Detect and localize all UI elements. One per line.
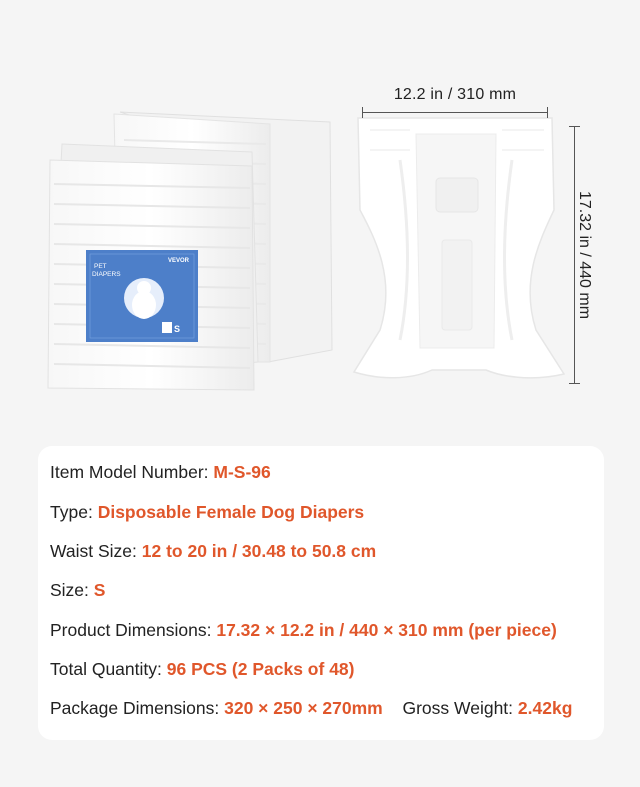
spec-package-dimensions [50,698,572,719]
spec-gross-weight-value: 2.42kg [517,698,573,718]
spec-label: Type: [50,502,93,522]
spec-size [50,580,105,601]
pack-label-line1: PET [94,263,107,270]
height-dimension-label: 17.32 in / 440 mm [576,190,593,320]
spec-label: Product Dimensions: [50,620,212,640]
width-dimension-tick-left [362,107,363,118]
spec-gross-weight-label: Gross Weight: [402,698,514,718]
spec-type [50,502,364,523]
spec-label: Waist Size: [50,541,137,561]
spec-waist-size [50,541,376,562]
spec-value: 96 PCS (2 Packs of 48) [166,659,355,679]
diaper-packs-image [40,100,340,400]
pack-label-line2: DIAPERS [92,271,121,278]
spec-label: Package Dimensions: [50,698,220,718]
spec-value: 17.32 × 12.2 in / 440 × 310 mm (per piece) [216,620,557,640]
height-dimension-tick-bottom [569,383,580,384]
spec-value: M-S-96 [213,462,271,482]
spec-label: Size: [50,580,89,600]
spec-value: Disposable Female Dog Diapers [97,502,365,522]
spec-card [38,446,604,740]
pack-size: S [174,324,181,334]
spec-product-dimensions [50,620,557,641]
pack-brand: VEVOR [168,258,190,264]
height-dimension [560,126,594,384]
width-dimension-label: 12.2 in / 310 mm [393,86,517,103]
spec-label: Total Quantity: [50,659,162,679]
spec-value: 320 × 250 × 270mm [224,698,383,718]
width-dimension-tick-right [547,107,548,118]
spec-total-quantity [50,659,354,680]
spec-value: 12 to 20 in / 30.48 to 50.8 cm [141,541,377,561]
spec-label: Item Model Number: [50,462,209,482]
width-dimension [362,86,548,120]
height-dimension-tick-top [569,126,580,127]
spec-value: S [93,580,106,600]
spec-model-number [50,462,271,483]
width-dimension-line [362,112,548,113]
